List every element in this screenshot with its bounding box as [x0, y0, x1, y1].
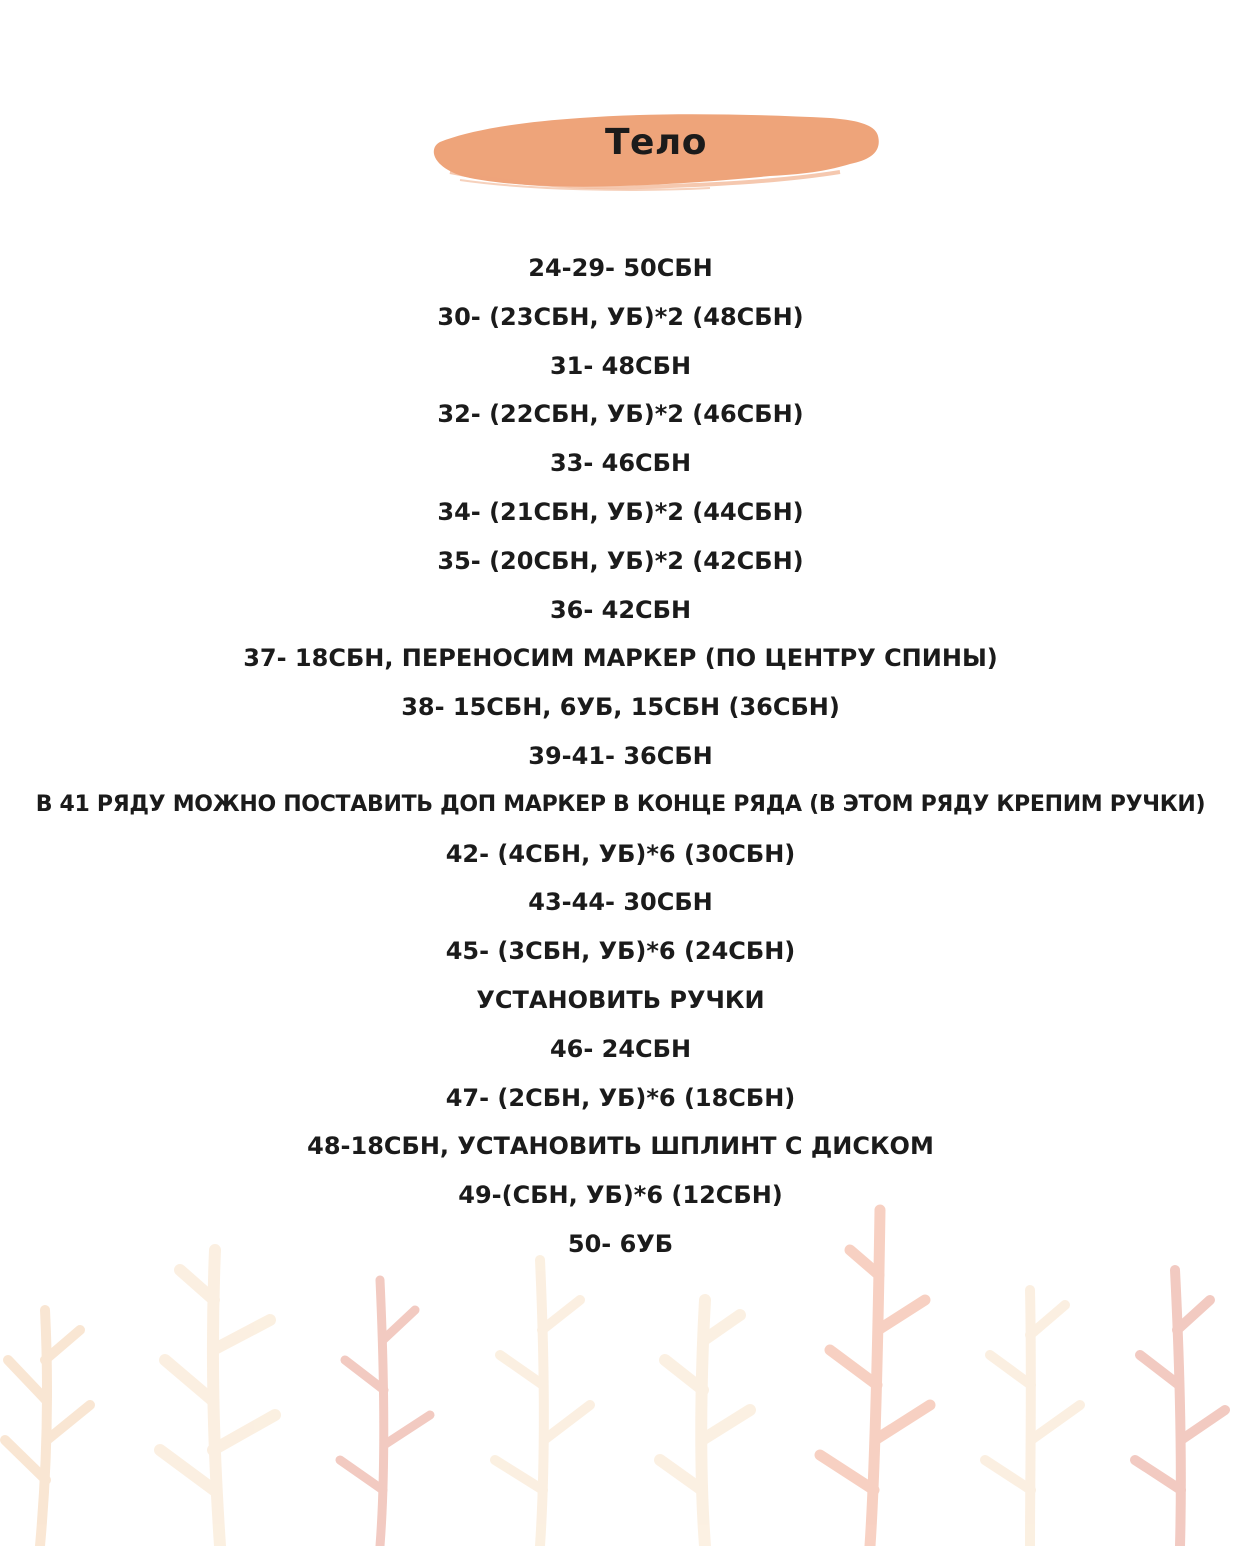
row-line: 43-44- 30СБН — [528, 888, 713, 917]
row-line: 33- 46СБН — [549, 449, 692, 478]
row-line: 50- 6УБ — [567, 1229, 674, 1258]
row-line: 38- 15СБН, 6УБ, 15СБН (36СБН) — [401, 693, 840, 722]
instruction-line: УСТАНОВИТЬ РУЧКИ — [476, 985, 765, 1014]
row-line: 30- (23СБН, УБ)*2 (48СБН) — [437, 302, 804, 331]
page-title: Тело — [604, 122, 708, 163]
row-line: 34- (21СБН, УБ)*2 (44СБН) — [437, 497, 804, 526]
row-line: 31- 48СБН — [549, 351, 692, 380]
leaf-decoration — [0, 1190, 1241, 1546]
leaf-branch-icon — [5, 1210, 1225, 1546]
note-line: В 41 РЯДУ МОЖНО ПОСТАВИТЬ ДОП МАРКЕР В КОНЦЕ РЯДА (В ЭТОМ РЯДУ КРЕПИМ РУЧКИ) — [35, 791, 1206, 817]
row-line: 37- 18СБН, ПЕРЕНОСИМ МАРКЕР (ПО ЦЕНТРУ СПИНЫ) — [243, 644, 998, 673]
row-line: 39-41- 36СБН — [528, 741, 713, 770]
row-line: 47- (2СБН, УБ)*6 (18СБН) — [445, 1083, 796, 1112]
row-line: 42- (4СБН, УБ)*6 (30СБН) — [445, 839, 796, 868]
row-line: 48-18СБН, УСТАНОВИТЬ ШПЛИНТ С ДИСКОМ — [307, 1132, 934, 1161]
title-banner — [430, 100, 882, 192]
row-line: 35- (20СБН, УБ)*2 (42СБН) — [437, 546, 804, 575]
row-line: 46- 24СБН — [549, 1034, 692, 1063]
row-line: 36- 42СБН — [549, 595, 692, 624]
row-line: 24-29- 50СБН — [528, 254, 713, 282]
pattern-rows — [0, 246, 1241, 1271]
row-line: 45- (3СБН, УБ)*6 (24СБН) — [445, 937, 796, 966]
row-line: 32- (22СБН, УБ)*2 (46СБН) — [437, 400, 804, 429]
row-line: 49-(СБН, УБ)*6 (12СБН) — [458, 1181, 783, 1210]
